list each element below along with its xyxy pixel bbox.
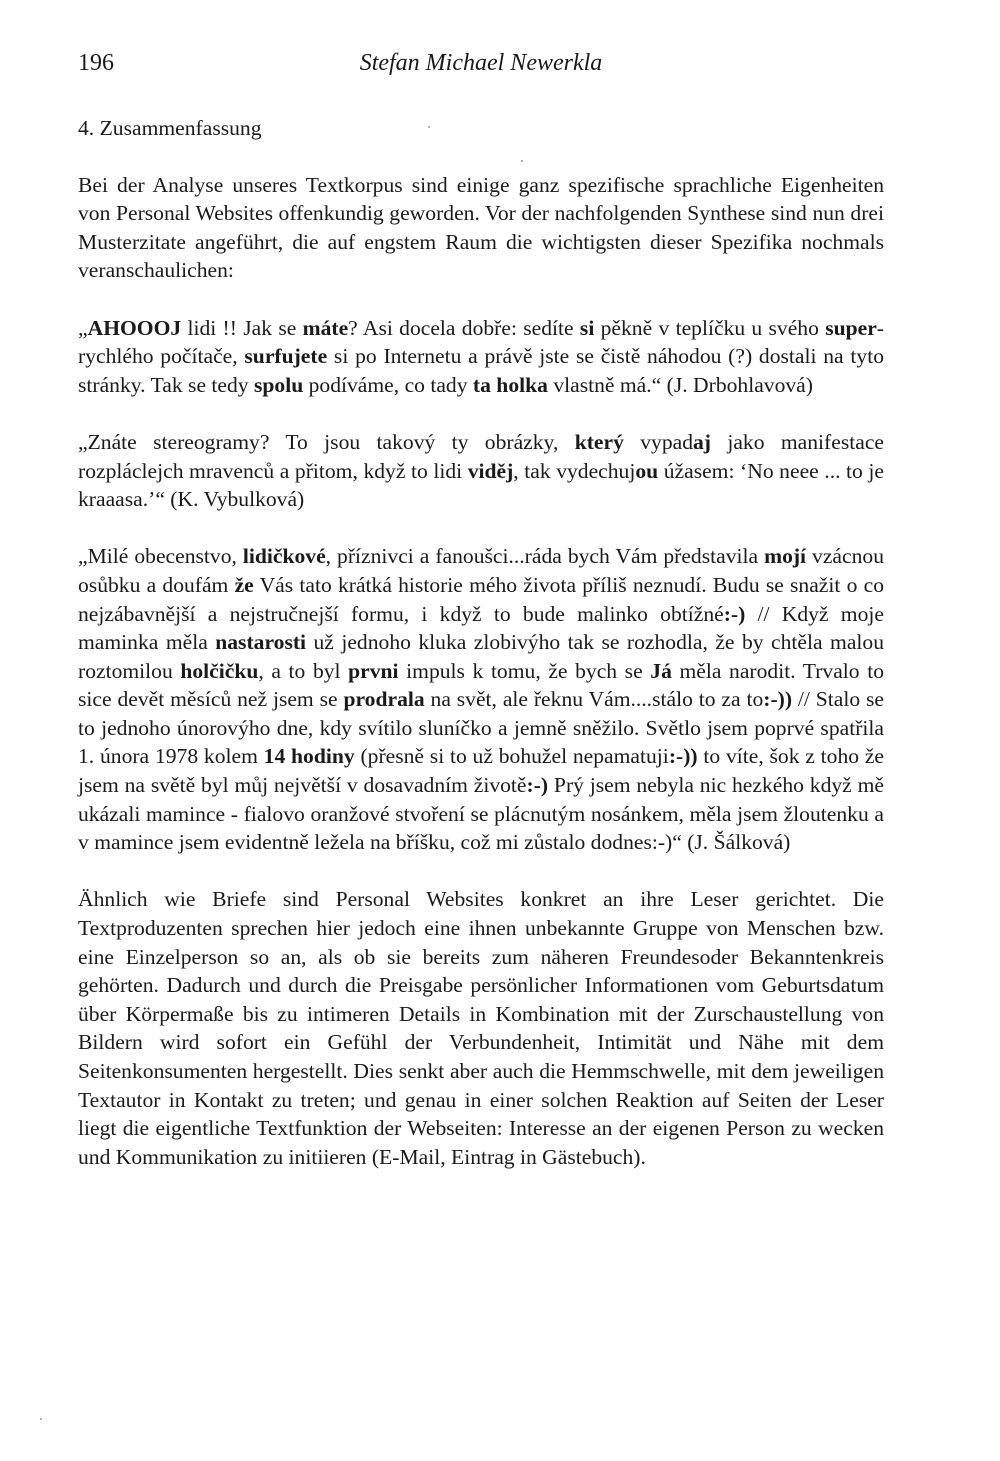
bold-word: ou bbox=[635, 458, 659, 483]
scan-speck bbox=[521, 160, 523, 162]
quote-text: lidi !! Jak se bbox=[181, 315, 303, 340]
bold-word: :-) bbox=[723, 601, 746, 626]
bold-word: AHOOOJ bbox=[87, 315, 182, 340]
section-heading: 4. Zusammenfassung bbox=[78, 116, 262, 140]
quote-text: úžasem: ‘No neee ... to je kraaasa.’“ (K. Vybulková) bbox=[78, 458, 884, 512]
scan-speck bbox=[40, 1418, 42, 1420]
bold-word: lidičkové bbox=[242, 544, 326, 569]
bold-word: :-)) bbox=[763, 687, 793, 712]
running-head: Stefan Michael Newerkla bbox=[359, 50, 603, 76]
quote-text: vypad bbox=[623, 429, 693, 454]
quote-text: (přesně si to už bohužel nepamatuji bbox=[354, 744, 669, 769]
quote-text: impuls k tomu, že bych se bbox=[398, 658, 651, 683]
quote-text: to víte, šok z toho že jsem na světě byl můj největší v dosavadním životě bbox=[78, 744, 885, 798]
scan-speck bbox=[428, 126, 430, 128]
intro-paragraph: Bei der Analyse unseres Textkorpus sind einige ganz spezifische sprachliche Eigenheiten von Personal Websites offenkundig geworden. Vor der nachfolgenden Synthese sind nun drei Musterzitate angeführt, die auf engstem Raum die wichtigsten dieser Spezifika nochmals veranschaulichen: bbox=[78, 172, 884, 283]
bold-word: ta holka bbox=[472, 372, 548, 397]
bold-word: holčičku bbox=[180, 658, 259, 683]
bold-word: prvni bbox=[348, 658, 399, 683]
bold-word: mojí bbox=[764, 544, 807, 569]
page-number: 196 bbox=[78, 50, 114, 76]
quote-text: ? Asi docela dobře: sedíte bbox=[348, 315, 580, 340]
quote-text: , tak vydechuj bbox=[513, 458, 636, 483]
bold-word: Já bbox=[650, 658, 672, 683]
quote-text: vlastně má.“ (J. Drbohlavová) bbox=[547, 372, 813, 397]
quote-text: podíváme, co tady bbox=[303, 372, 473, 397]
quote-text: na svět, ale řeknu Vám....stálo to za to bbox=[424, 687, 764, 712]
quote-text: , příznivci a fanoušci...ráda bych Vám představila bbox=[325, 544, 765, 569]
quote-text: si po Internetu a právě jste se čistě náhodou (?) dostali na tyto stránky. Tak se tedy bbox=[78, 344, 884, 397]
quote-text: měla narodit. Trvalo to sice devět měsíců než jsem se bbox=[78, 658, 884, 712]
quote-text: už jednoho kluka zlobivýho tak se rozhodla, že by chtěla malou roztomilou bbox=[78, 630, 884, 683]
page-header bbox=[78, 50, 884, 86]
quote-vybulkova bbox=[78, 428, 884, 514]
bold-word: super bbox=[825, 315, 877, 340]
quote-text: „Milé obecenstvo, bbox=[78, 544, 243, 569]
body-text bbox=[78, 114, 884, 1200]
bold-word: spolu bbox=[254, 372, 304, 397]
quote-text: , a to byl bbox=[258, 658, 349, 683]
quote-text: „Znáte stereogramy? To jsou takový ty obrázky, bbox=[78, 429, 575, 454]
quote-text: -rychlého počítače, bbox=[78, 315, 884, 369]
quote-text: vzácnou osůbku a doufám bbox=[78, 544, 884, 597]
quote-text: Prý jsem nebyla nic hezkého když mě ukázali mamince - fialovo oranžové stvoření se plácnutým nosánkem, měla jsem žloutenku a v mamince jsem evidentně ležela na bříšku, což mi zůstalo dodnes:-)“ (J. Šálková) bbox=[78, 773, 884, 855]
bold-word: nastarosti bbox=[215, 630, 307, 655]
quote-text: pěkně v teplíčku u svého bbox=[594, 315, 826, 340]
bold-word: surfujete bbox=[244, 344, 328, 369]
bold-word: máte bbox=[302, 315, 349, 340]
quote-salkova bbox=[78, 542, 884, 857]
conclusion-paragraph: Ähnlich wie Briefe sind Personal Websites konkret an ihre Leser gerichtet. Die Textproduzenten sprechen hier jedoch eine ihnen unbekannte Gruppe von Menschen bzw. eine Einzelperson so an, als ob sie bereits zum näheren Freundesoder Bekanntenkreis gehörten. Dadurch und durch die Preisgabe persönlicher Informationen vom Geburtsdatum über Körpermaße bis zu intimeren Details in Kombination mit der Zurschaustellung von Bildern wird sofort ein Gefühl der Verbundenheit, Intimität und Nähe mit dem Seitenkonsumenten hergestellt. Dies senkt aber auch die Hemmschwelle, mit dem jeweiligen Textautor in Kontakt zu treten; und genau in einer solchen Reaktion auf Seiten der Leser liegt die eigentliche Textfunktion der Webseiten: Interesse an der eigenen Person zu wecken und Kommunikation zu initiieren (E-Mail, Eintrag in Gästebuch). bbox=[78, 887, 884, 1169]
bold-word: 14 hodiny bbox=[263, 744, 355, 769]
quote-text: Vás tato krátká historie mého života příliš neznudí. Budu se snažit o co nejzábavnější a nejstručnejší formu, i když to bude malinko obtížné bbox=[78, 572, 884, 626]
quote-text: jako manifestace rozpláclejch mravenců a přitom, když to lidi bbox=[78, 429, 884, 483]
quote-text: // Když moje maminka měla bbox=[78, 601, 884, 655]
bold-word: :-) bbox=[526, 773, 549, 798]
bold-word: který bbox=[574, 429, 624, 454]
quote-text: „ bbox=[78, 315, 88, 340]
quote-text: // Stalo se to jednoho únorovýho dne, kdy svítilo sluníčko a jemně sněžilo. Světlo jsem poprvé spatřila 1. února 1978 kolem bbox=[78, 687, 885, 769]
bold-word: :-)) bbox=[668, 744, 698, 769]
bold-word: že bbox=[234, 572, 254, 597]
bold-word: viděj bbox=[467, 458, 514, 483]
bold-word: aj bbox=[693, 429, 711, 454]
bold-word: prodrala bbox=[343, 687, 425, 712]
quote-drbohlavova bbox=[78, 314, 884, 400]
bold-word: si bbox=[579, 315, 595, 340]
